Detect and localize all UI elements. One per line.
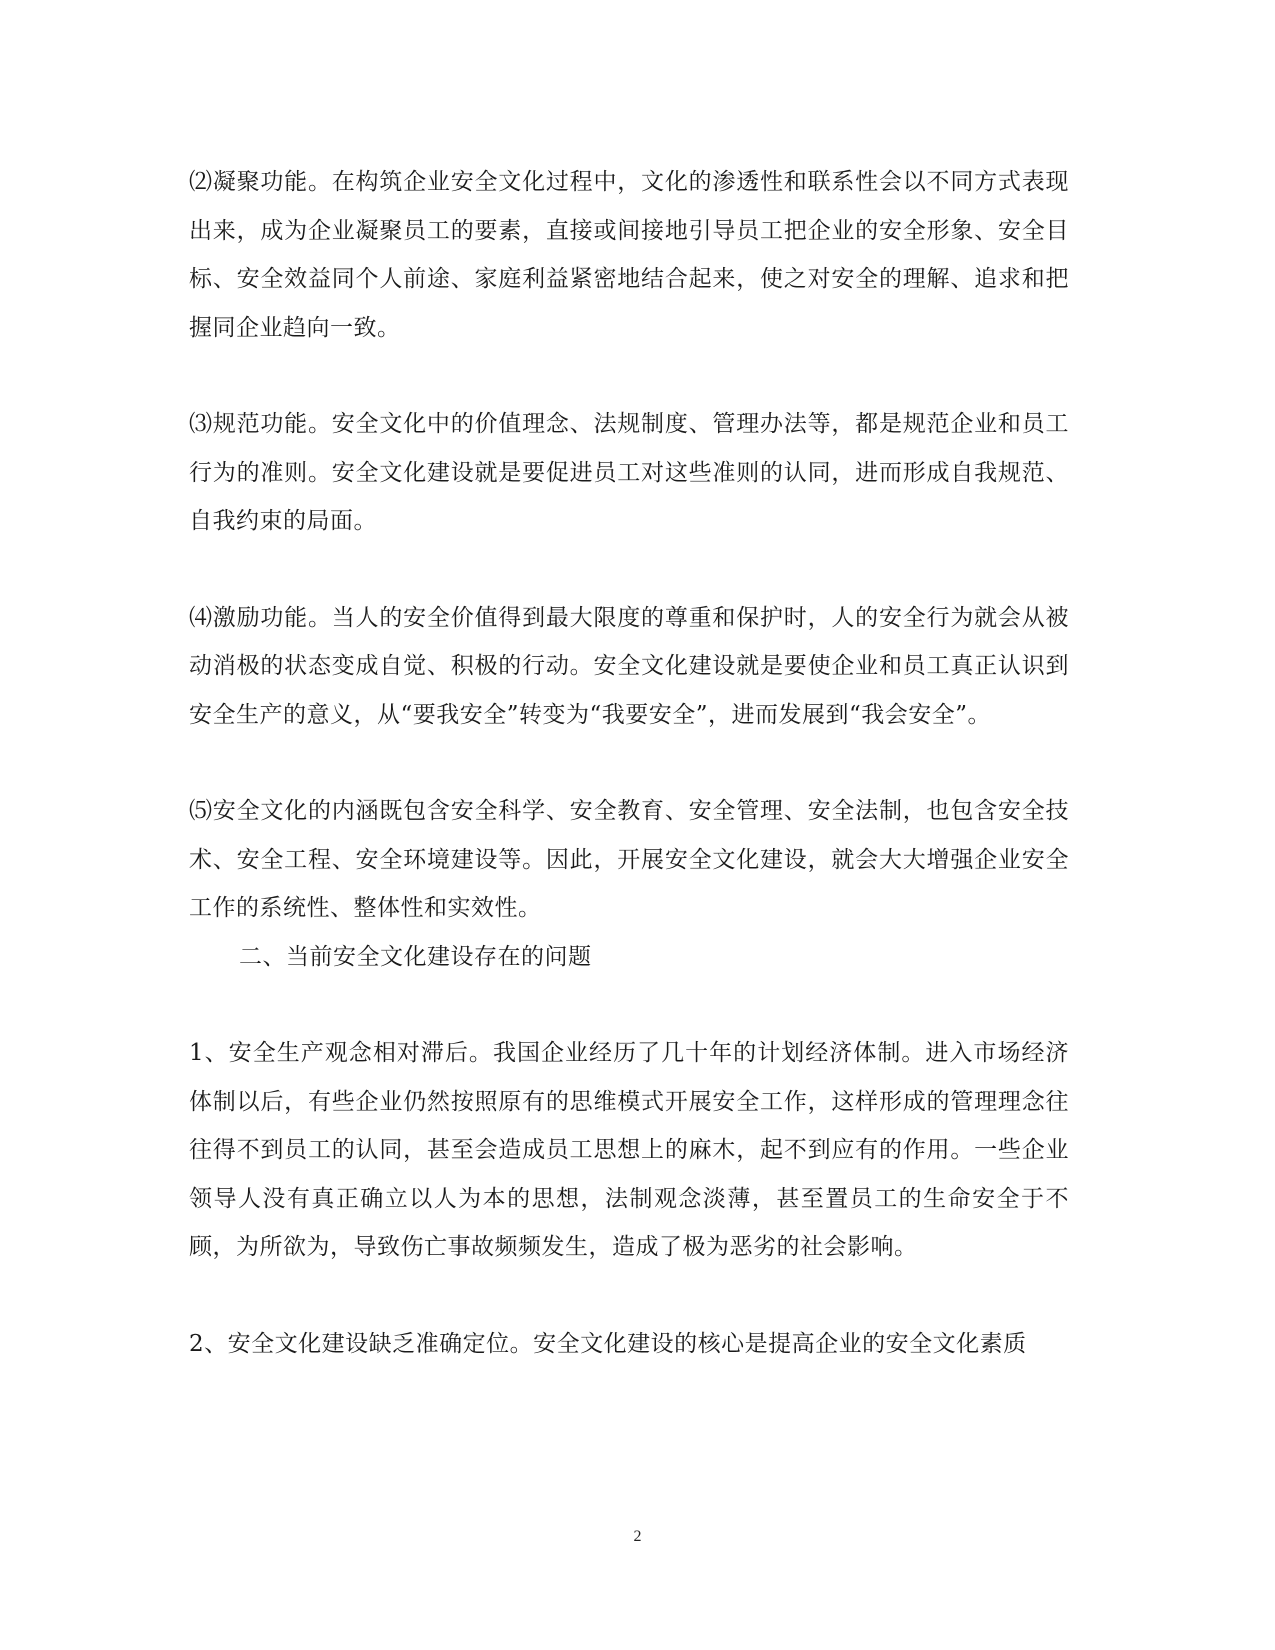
paragraph-cohesion-function: ⑵凝聚功能。在构筑企业安全文化过程中，文化的渗透性和联系性会以不同方式表现出来，成为企业凝聚员工的要素，直接或间接地引导员工把企业的安全形象、安全目标、安全效益同个人前途、家庭利益紧密地结合起来，使之对安全的理解、追求和把握同企业趋向一致。 xyxy=(189,169,1069,341)
section-heading: 二、当前安全文化建设存在的问题 xyxy=(239,943,592,970)
paragraph-connotation: ⑸安全文化的内涵既包含安全科学、安全教育、安全管理、安全法制，也包含安全技术、安全工程、安全环境建设等。因此，开展安全文化建设，就会大大增强企业安全工作的系统性、整体性和实效性。 xyxy=(189,798,1069,921)
paragraph-problem-1: 1、安全生产观念相对滞后。我国企业经历了几十年的计划经济体制。进入市场经济体制以后，有些企业仍然按照原有的思维模式开展安全工作，这样形成的管理理念往往得不到员工的认同，甚至会造成员工思想上的麻木，起不到应有的作用。一些企业领导人没有真正确立以人为本的思想，法制观念淡薄，甚至置员工的生命安全于不顾，为所欲为，导致伤亡事故频频发生，造成了极为恶劣的社会影响。 xyxy=(189,1040,1069,1260)
paragraph-incentive-function: ⑷激励功能。当人的安全价值得到最大限度的尊重和保护时，人的安全行为就会从被动消极的状态变成自觉、积极的行动。安全文化建设就是要使企业和员工真正认识到安全生产的意义，从“要我安全”转变为“我要安全”，进而发展到“我会安全”。 xyxy=(189,604,1069,728)
document-body xyxy=(189,158,1069,1368)
page-number: 2 xyxy=(633,1528,642,1545)
paragraph-normative-function: ⑶规范功能。安全文化中的价值理念、法规制度、管理办法等，都是规范企业和员工行为的准则。安全文化建设就是要促进员工对这些准则的认同，进而形成自我规范、自我约束的局面。 xyxy=(189,411,1069,534)
paragraph-problem-2: 2、安全文化建设缺乏准确定位。安全文化建设的核心是提高企业的安全文化素质 xyxy=(189,1330,1027,1357)
